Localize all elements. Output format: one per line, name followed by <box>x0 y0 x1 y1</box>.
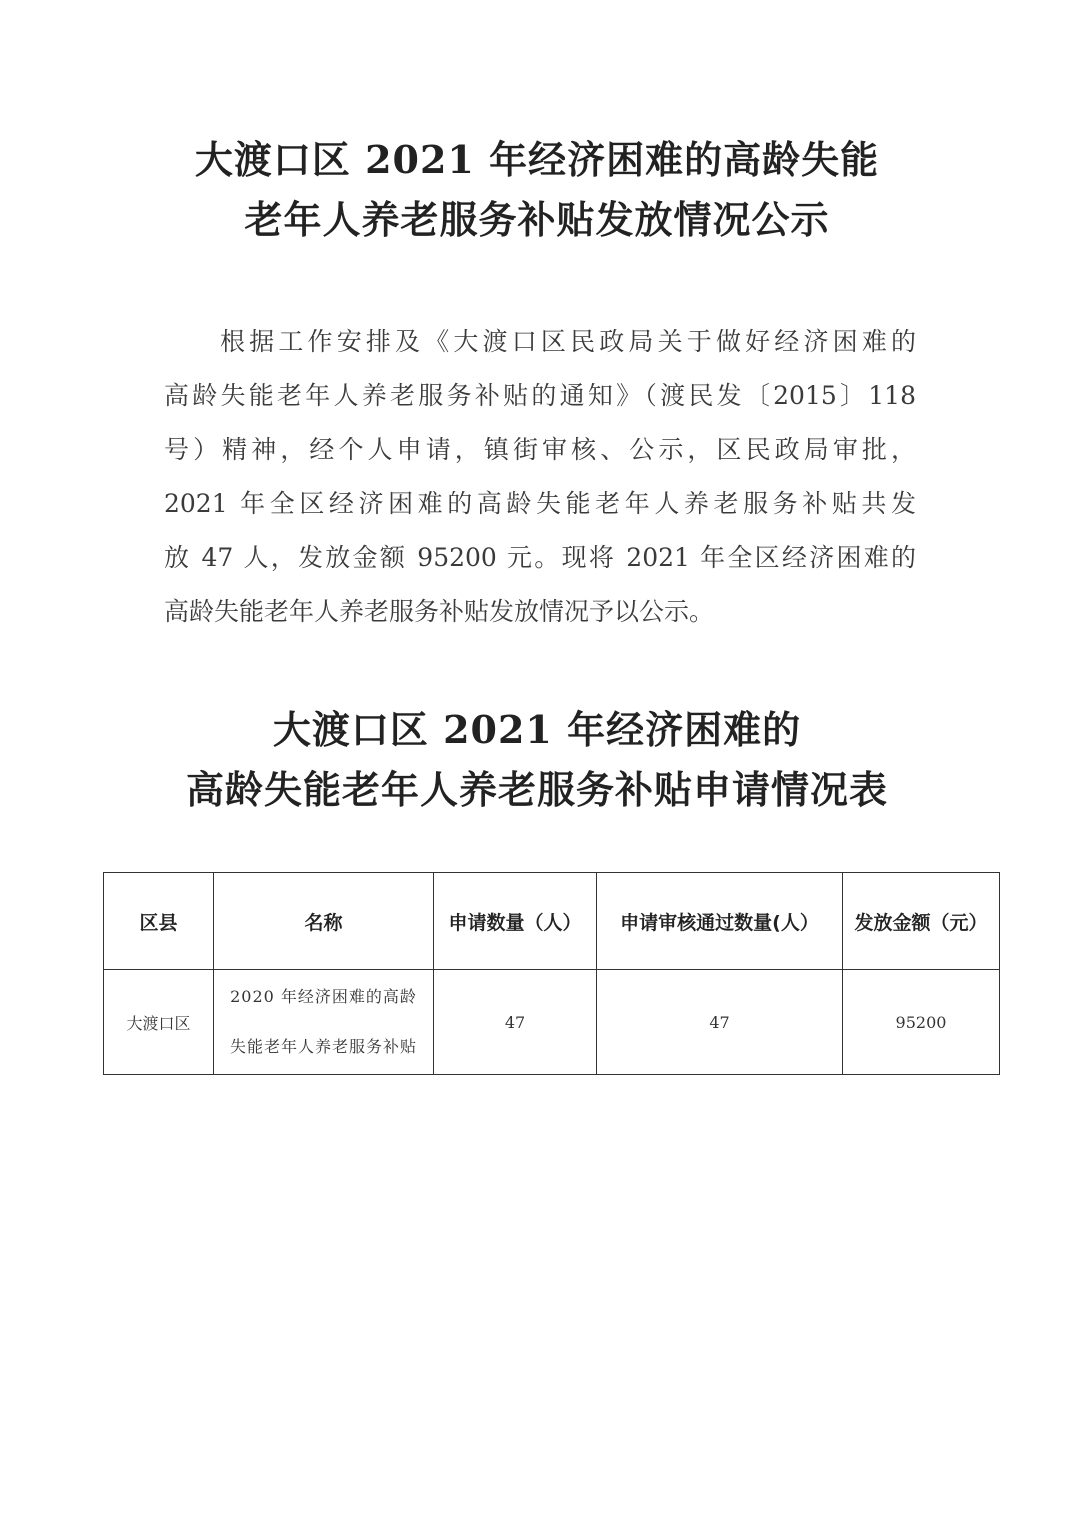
cell-amount: 95200 <box>843 970 1000 1075</box>
cell-district: 大渡口区 <box>104 970 214 1075</box>
paragraph-line-5: 放 47 人，发放金额 95200 元。现将 2021 年全区经济困难的 <box>164 543 916 572</box>
paragraph-line-1: 根据工作安排及《大渡口区民政局关于做好经济困难的 <box>220 327 916 356</box>
document-title <box>0 130 1074 250</box>
header-name: 名称 <box>214 873 434 970</box>
header-amount: 发放金额（元） <box>843 873 1000 970</box>
table-header-row <box>104 873 1000 970</box>
table-row <box>104 970 1000 1075</box>
table-title-line-2: 高龄失能老年人养老服务补贴申请情况表 <box>185 767 888 812</box>
cell-applied-count: 47 <box>434 970 597 1075</box>
cell-approved-count: 47 <box>597 970 843 1075</box>
header-approved-count: 申请审核通过数量(人） <box>597 873 843 970</box>
subsidy-table <box>103 872 1000 1075</box>
cell-name-line-1: 2020 年经济困难的高龄 <box>230 987 417 1006</box>
cell-name-line-2: 失能老年人养老服务补贴 <box>229 1037 417 1056</box>
table-title-line-1: 大渡口区 2021 年经济困难的 <box>272 707 802 752</box>
header-district: 区县 <box>104 873 214 970</box>
cell-name <box>214 970 434 1075</box>
paragraph-line-4: 2021 年全区经济困难的高龄失能老年人养老服务补贴共发 <box>164 489 916 518</box>
document-title-line-1: 大渡口区 2021 年经济困难的高龄失能 <box>194 137 880 182</box>
paragraph-line-6: 高龄失能老年人养老服务补贴发放情况予以公示。 <box>164 597 715 626</box>
paragraph-line-2: 高龄失能老年人养老服务补贴的通知》（渡民发〔2015〕118 <box>164 381 916 410</box>
header-applied-count: 申请数量（人） <box>434 873 597 970</box>
table-title <box>0 700 1074 820</box>
paragraph-line-3: 号）精神，经个人申请，镇街审核、公示，区民政局审批， <box>164 435 916 464</box>
document-title-line-2: 老年人养老服务补贴发放情况公示 <box>244 197 830 242</box>
announcement-paragraph <box>164 315 916 639</box>
